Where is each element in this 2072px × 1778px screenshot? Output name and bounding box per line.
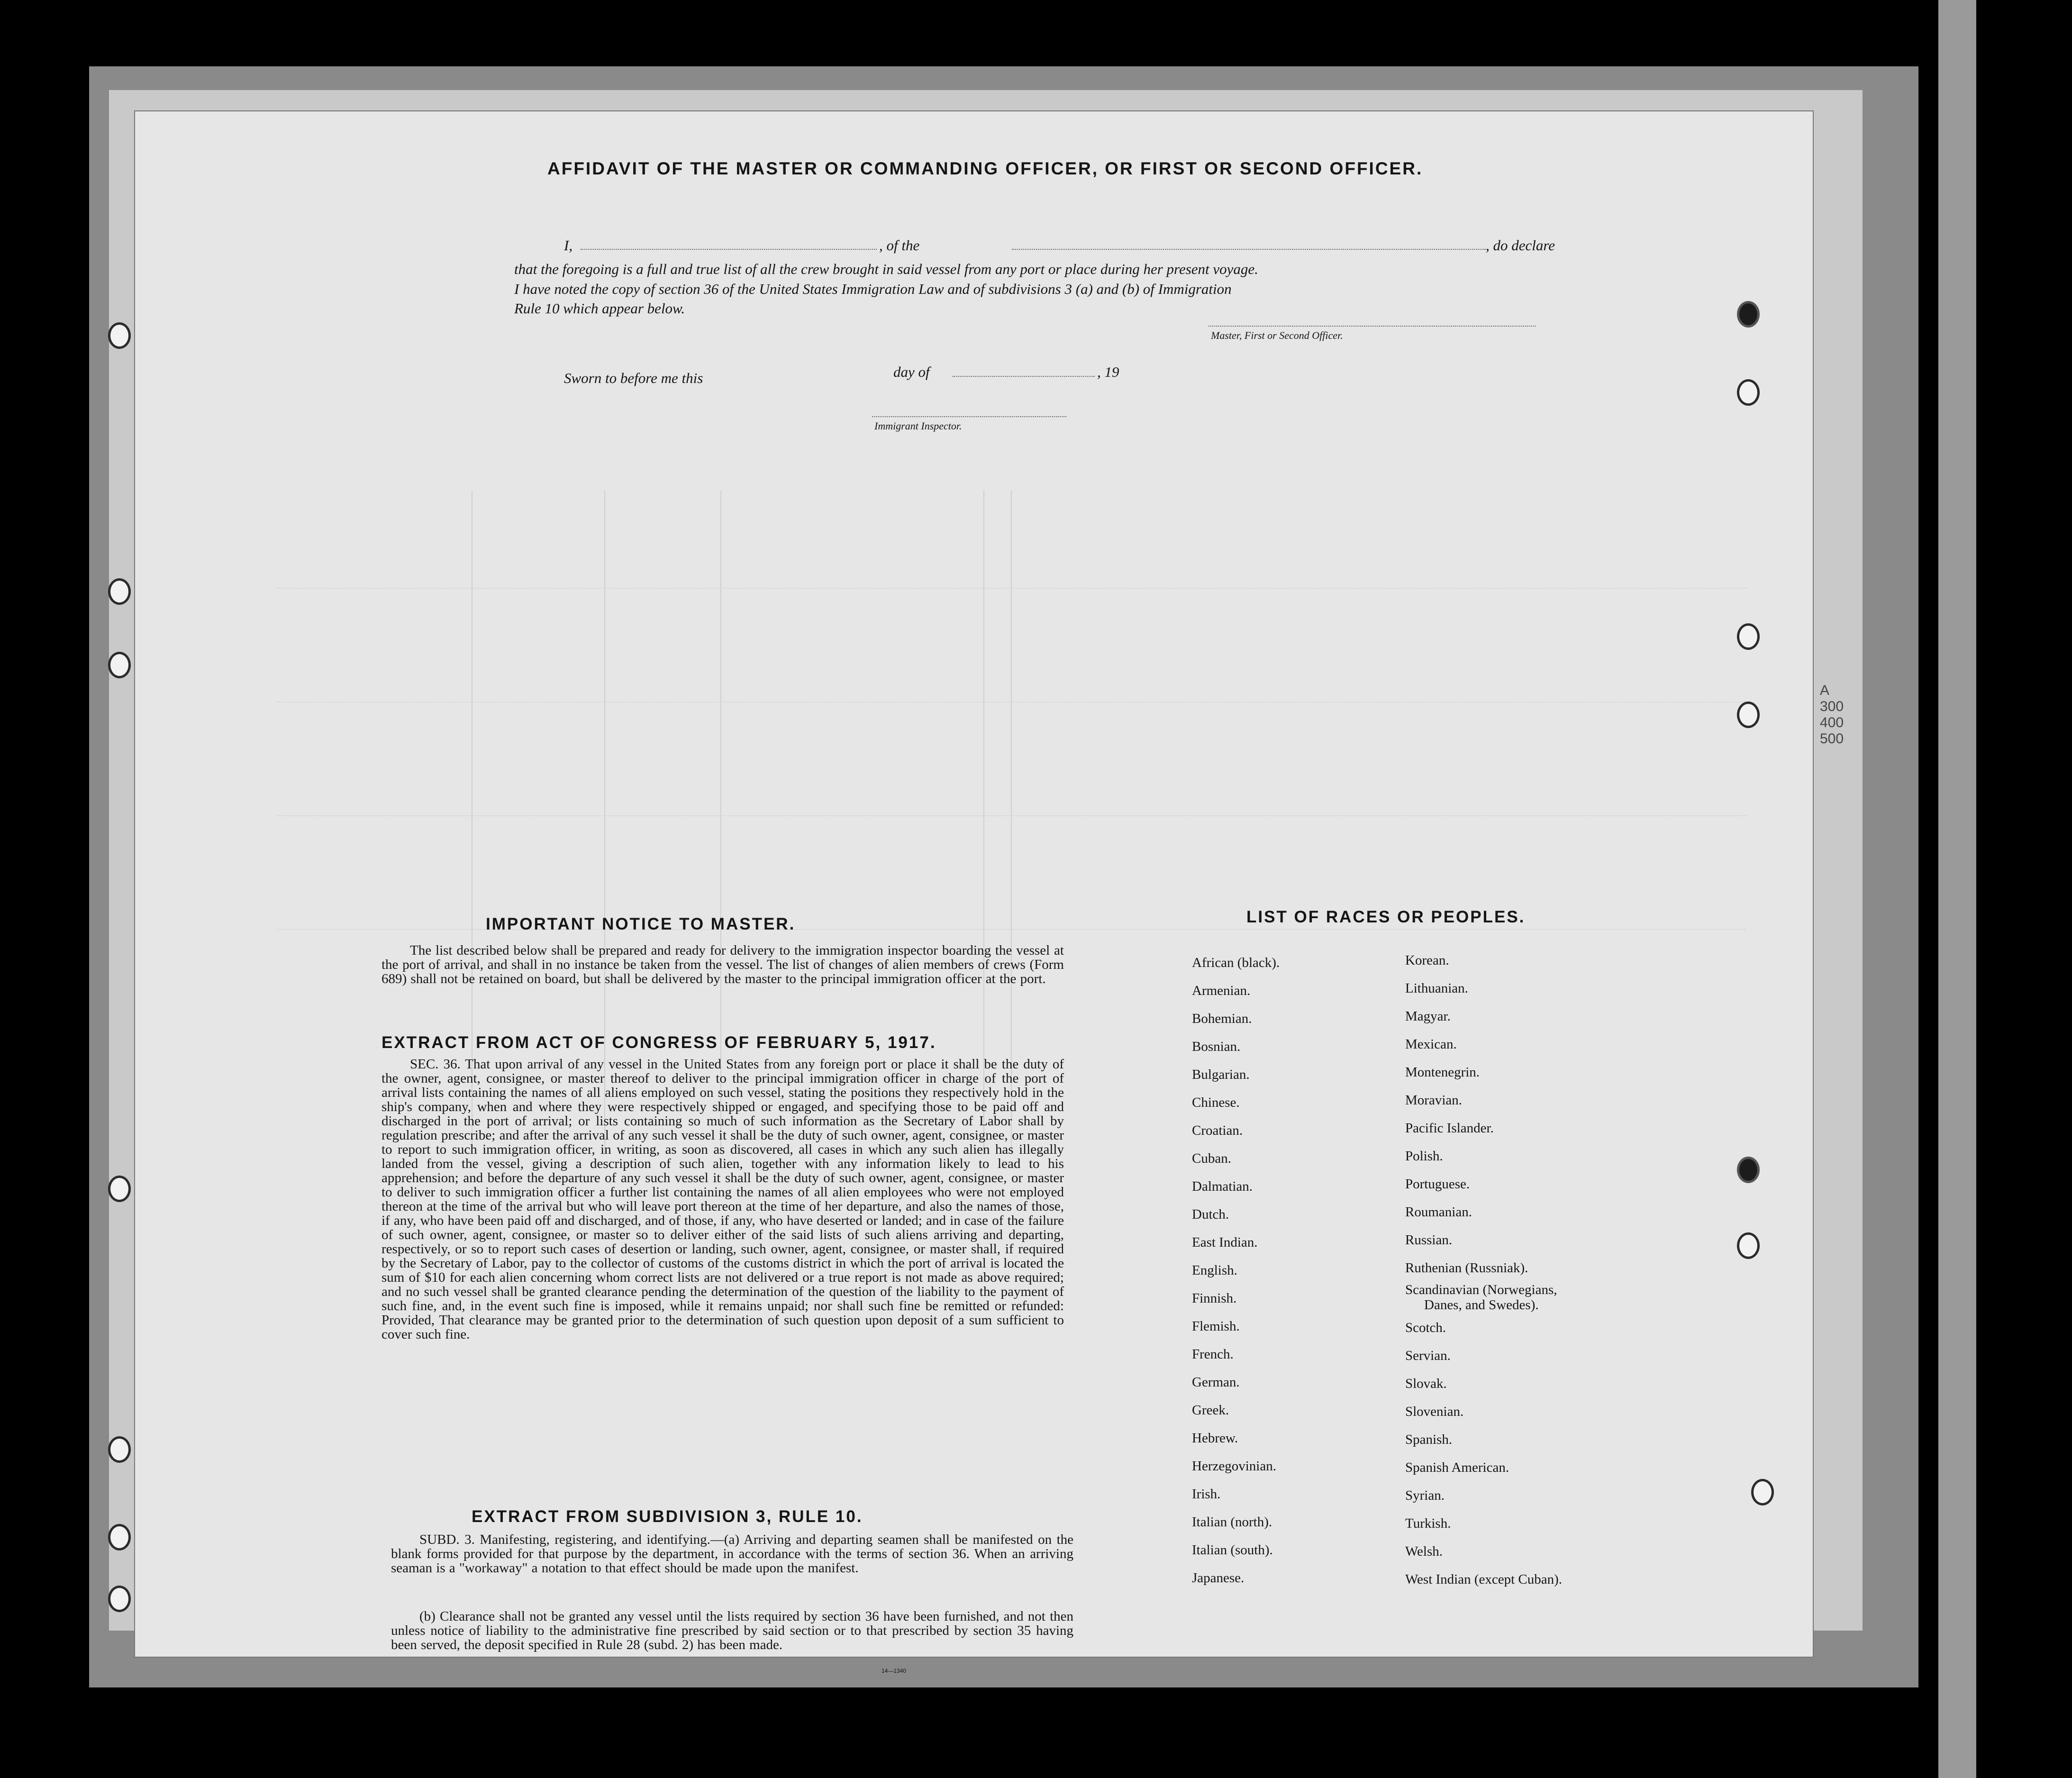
race-item: Finnish. [1192, 1291, 1237, 1306]
races-title: LIST OF RACES OR PEOPLES. [1246, 908, 1526, 926]
binder-hole [108, 1436, 131, 1463]
form-number: 14—1340 [882, 1668, 907, 1674]
race-item: Bosnian. [1192, 1039, 1241, 1054]
race-item: West Indian (except Cuban). [1405, 1572, 1563, 1587]
inspector-label: Immigrant Inspector. [874, 420, 962, 432]
race-item: German. [1192, 1375, 1240, 1390]
race-item: African (black). [1192, 955, 1280, 970]
punch-hole [1737, 1232, 1760, 1259]
name-blank [581, 249, 877, 250]
binder-hole [108, 1586, 131, 1612]
punch-hole [1737, 379, 1760, 406]
binder-hole [108, 1524, 131, 1550]
race-item: Hebrew. [1192, 1431, 1238, 1446]
date-blank [953, 376, 1095, 377]
race-item: English. [1192, 1263, 1237, 1278]
race-item: Dalmatian. [1192, 1179, 1253, 1194]
rule-title: EXTRACT FROM SUBDIVISION 3, RULE 10. [472, 1507, 863, 1526]
affidavit-line-2: that the foregoing is a full and true list of all the crew brought in said vessel from any port or place during her present voyage. [514, 261, 1258, 277]
day-of-text: day of [893, 364, 930, 380]
race-item: Greek. [1192, 1403, 1229, 1418]
act-title: EXTRACT FROM ACT OF CONGRESS OF FEBRUARY 5, 1917. [382, 1033, 936, 1052]
race-item: Spanish. [1405, 1432, 1453, 1447]
inspector-blank [872, 416, 1066, 417]
punch-hole [1751, 1479, 1774, 1505]
race-item: Bohemian. [1192, 1011, 1252, 1026]
race-item: Herzegovinian. [1192, 1459, 1276, 1474]
race-item: Korean. [1405, 953, 1449, 968]
race-item: Japanese. [1192, 1570, 1245, 1586]
race-item: Bulgarian. [1192, 1067, 1250, 1082]
notice-title: IMPORTANT NOTICE TO MASTER. [486, 915, 796, 933]
race-item: Pacific Islander. [1405, 1121, 1494, 1136]
binder-hole [108, 1176, 131, 1202]
bleed-through-line [604, 491, 605, 1154]
sworn-text: Sworn to before me this [564, 370, 703, 386]
race-item: Danes, and Swedes). [1424, 1297, 1539, 1313]
rule-subd-b: (b) Clearance shall not be granted any vessel until the lists required by section 36 have been furnished, and not then unless notice of liability to the administrative fine prescribed by said section or to that prescribed by section 35 having been served, the deposit specified in Rule 28 (subd. 2) has been made. [391, 1609, 1073, 1652]
bleed-through-row [277, 815, 1746, 816]
document-page [135, 111, 1813, 1674]
notice-body: The list described below shall be prepared and ready for delivery to the immigration inspector boarding the vessel at the port of arrival, and shall in no instance be taken from the vessel. The list of changes of alien members of crews (Form 689) shall not be retained on board, but shall be delivered by the master to the principal immigration officer at the port. [382, 943, 1064, 986]
race-item: Italian (south). [1192, 1542, 1273, 1558]
race-item: Chinese. [1192, 1095, 1240, 1110]
affidavit-line-4: Rule 10 which appear below. [514, 300, 685, 317]
bleed-through-line [1011, 491, 1012, 1154]
race-item: Roumanian. [1405, 1204, 1472, 1220]
race-item: Flemish. [1192, 1319, 1240, 1334]
act-body: SEC. 36. That upon arrival of any vessel in the United States from any foreign port or place it shall be the duty of the owner, agent, consignee, or master thereof to deliver to the principal immigration officer in charge of the port of arrival lists containing the names of all aliens employed on such vessel, stating the positions they respectively hold in the ship's company, when and where they were respectively shipped or engaged, and specifying those to be paid off and discharged in the port of arrival; or lists containing so much of such information as the Secretary of Labor shall by regulation prescribe; and after the arrival of any such vessel it shall be the duty of such owner, agent, consignee, or master to report to such immigration officer, in writing, as soon as discovered, all cases in which any such alien has illegally landed from the vessel, giving a description of such alien, together with any information likely to lead to his apprehension; and before the departure of any such vessel it shall be the duty of such owner, agent, consignee, or master to deliver to such immigration officer a further list containing the names of all alien employees who were not employed thereon at the time of the arrival but who will leave port thereon at the time of her departure, and also the names of those, if any, who have been paid off and discharged, and of those, if any, who have deserted or landed; and in case of the failure of such owner, agent, consignee, or master so to deliver either of the said lists of such aliens arriving and departing, respectively, or so to report such cases of desertion or landing, such owner, agent, consignee, or master shall, if required by the Secretary of Labor, pay to the collector of customs of the customs district in which the port of arrival is located the sum of $10 for each alien concerning whom correct lists are not delivered or a true report is not made as above required; and no such vessel shall be granted clearance pending the determination of the question of the liability to the payment of such fine, and, in the event such fine is imposed, while it remains unpaid; nor shall such fine be remitted or refunded: Provided, That clearance may be granted prior to the determination of such question upon deposit of a sum sufficient to cover such fine. [382, 1057, 1064, 1342]
race-item: Servian. [1405, 1348, 1451, 1363]
affidavit-line-3: I have noted the copy of section 36 of the United States Immigration Law and of subdivisions 3 (a) and (b) of Immigration [514, 281, 1232, 297]
race-item: Armenian. [1192, 983, 1251, 998]
master-label: Master, First or Second Officer. [1211, 329, 1343, 341]
race-item: Montenegrin. [1405, 1065, 1480, 1080]
race-item: Russian. [1405, 1232, 1453, 1248]
race-item: Turkish. [1405, 1516, 1451, 1531]
edge-strip [1938, 0, 1976, 1778]
bleed-through-row [277, 588, 1746, 589]
pencil-mark-right: A 300 400 500 [1820, 683, 1844, 747]
race-item: Scandinavian (Norwegians, [1405, 1282, 1557, 1297]
bleed-through-line [720, 491, 721, 1154]
race-item: East Indian. [1192, 1235, 1258, 1250]
race-item: Italian (north). [1192, 1514, 1272, 1530]
punch-hole [1737, 702, 1760, 728]
binder-hole [108, 578, 131, 605]
race-item: Magyar. [1405, 1009, 1451, 1024]
signature-blank [1209, 326, 1536, 327]
race-item: Cuban. [1192, 1151, 1231, 1166]
race-item: Scotch. [1405, 1320, 1446, 1335]
bleed-through-line [472, 491, 473, 1154]
punch-hole [1737, 623, 1760, 650]
affidavit-of-the: , of the [879, 237, 920, 254]
bleed-through-line [983, 491, 984, 1154]
affidavit-title: AFFIDAVIT OF THE MASTER OR COMMANDING OFFICER, OR FIRST OR SECOND OFFICER. [547, 159, 1423, 178]
vessel-blank [1012, 249, 1486, 250]
rule-subd-a: SUBD. 3. Manifesting, registering, and identifying.—(a) Arriving and departing seamen shall be manifested on the blank forms provided for that purpose by the department, in accordance with the terms of section 36. When an arriving seaman is a "workaway" a notation to that effect should be made upon the manifest. [391, 1532, 1073, 1576]
race-item: Polish. [1405, 1149, 1443, 1164]
affidavit-do-declare: , do declare [1486, 237, 1555, 254]
race-item: Mexican. [1405, 1037, 1457, 1052]
race-item: Moravian. [1405, 1093, 1462, 1108]
affidavit-i: I, [564, 237, 573, 254]
punch-hole [1737, 301, 1760, 328]
punch-hole [1737, 1157, 1760, 1183]
race-item: Syrian. [1405, 1488, 1445, 1503]
race-item: Dutch. [1192, 1207, 1229, 1222]
binder-hole [108, 652, 131, 678]
race-item: Lithuanian. [1405, 981, 1468, 996]
race-item: Ruthenian (Russniak). [1405, 1260, 1528, 1276]
race-item: Slovak. [1405, 1376, 1447, 1391]
year-text: , 19 [1097, 364, 1119, 380]
binder-hole [108, 322, 131, 349]
race-item: Spanish American. [1405, 1460, 1509, 1475]
race-item: Slovenian. [1405, 1404, 1464, 1419]
race-item: Croatian. [1192, 1123, 1243, 1138]
race-item: Portuguese. [1405, 1176, 1470, 1192]
race-item: Irish. [1192, 1486, 1221, 1502]
race-item: French. [1192, 1347, 1234, 1362]
race-item: Welsh. [1405, 1544, 1443, 1559]
